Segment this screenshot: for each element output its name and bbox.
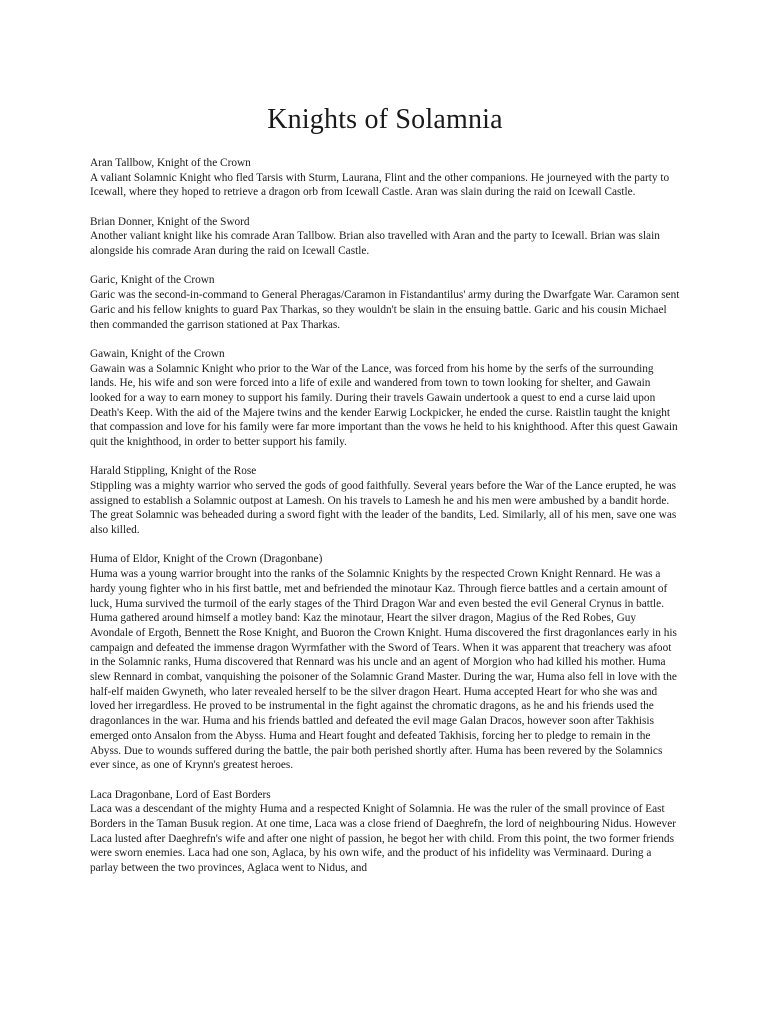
- knight-name: Harald Stippling, Knight of the Rose: [90, 465, 257, 478]
- knight-description: Laca was a descendant of the mighty Huma and a respected Knight of Solamnia. He was the ruler of the small province of East Borders in the Taman Busuk region. At one time, Laca was a close friend of Daeghrefn, the lord of neighbouring Nidus. However Laca lusted after Daeghrefn's wife and after one night of passion, he begot her with child. From this point, the two former friends were sworn enemies. Laca had one son, Aglaca, by his own wife, and the product of his infidelity was Verminaard. During a parlay between the two provinces, Aglaca went to Nidus, and: [90, 803, 676, 875]
- knight-entry: [90, 347, 680, 450]
- knight-name: Huma of Eldor, Knight of the Crown (Dragonbane): [90, 553, 323, 566]
- knight-name: Aran Tallbow, Knight of the Crown: [90, 157, 251, 169]
- knight-entry: [90, 156, 680, 200]
- knight-name: Garic, Knight of the Crown: [90, 274, 215, 287]
- knight-entry: [90, 788, 680, 876]
- knight-description: Garic was the second-in-command to General Pheragas/Caramon in Fistandantilus' army during the Dwarfgate War. Caramon sent Garic and his fellow knights to guard Pax Tharkas, so they wouldn't be slain in the ensuing battle. Garic and his cousin Michael then commanded the garrison stationed at Pax Tharkas.: [90, 289, 680, 331]
- knight-name: Laca Dragonbane, Lord of East Borders: [90, 788, 271, 801]
- document-title: Knights of Solamnia: [267, 104, 503, 135]
- knight-description: Huma was a young warrior brought into the ranks of the Solamnic Knights by the respected Crown Knight Rennard. He was a hardy young fighter who in his first battle, met and befriended the minotaur Kaz. Through fierce battles and a certain amount of luck, Huma survived the turmoil of the early stages of the Third Dragon War and even bested the evil General Crynus in battle. Huma gathered around himself a motley band: Kaz the minotaur, Heart the silver dragon, Magius of the Red Robes, Guy Avondale of Ergoth, Bennett the Rose Knight, and Buoron the Crown Knight. Huma discovered the first dragonlances early in his campaign and defeated the immense dragon Wyrmfather with the Sword of Tears. When it was apparent that treachery was afoot in the Solamnic ranks, Huma discovered that Rennard was his uncle and an agent of Morgion who had killed his mother. Huma slew Rennard in combat, vanquishing the poisoner of the Solamnic Grand Master. During the war, Huma also fell in love with the half-elf maiden Gwyneth, who later revealed herself to be the silver dragon Heart. Huma accepted Heart for who she was and loved her irregardless. He proved to be instrumental in the fight against the chromatic dragons, as he and his friends used the dragonlances in the war. Huma and his friends battled and defeated the evil mage Galan Dracos, however soon after Takhisis emerged onto Ansalon from the Abyss. Huma and Heart fought and defeated Takhisis, forcing her to pledge to remain in the Abyss. Due to wounds suffered during the battle, the pair both perished shortly after. Huma has been revered by the Solamnics ever since, as one of Krynn's greatest heroes.: [90, 568, 677, 772]
- knight-entry: [90, 215, 680, 259]
- document-page: [90, 0, 680, 1024]
- knight-entry: [90, 552, 680, 773]
- knight-description: Stippling was a mighty warrior who served the gods of good faithfully. Several years before the War of the Lance erupted, he was assigned to establish a Solamnic outpost at Lamesh. On his travels to Lamesh he and his men were ambushed by a bandit horde. The great Solamnic was beheaded during a sword fight with the leader of the bandits, Led. Similarly, all of his men, save one was also killed.: [90, 480, 677, 537]
- knight-name: Gawain, Knight of the Crown: [90, 347, 225, 360]
- knight-name: Brian Donner, Knight of the Sword: [90, 215, 250, 228]
- knight-description: A valiant Solamnic Knight who fled Tarsis with Sturm, Laurana, Flint and the other companions. He journeyed with the party to Icewall, where they hoped to retrieve a dragon orb from Icewall Castle. Aran was slain during the raid on Icewall Castle.: [90, 171, 670, 199]
- knight-entry: [90, 464, 680, 538]
- knight-entry: [90, 273, 680, 332]
- knight-entries: [90, 156, 680, 890]
- knight-description: Another valiant knight like his comrade Aran Tallbow. Brian also travelled with Aran and the party to Icewall. Brian was slain alongside his comrade Aran during the raid on Icewall Castle.: [90, 230, 660, 258]
- knight-description: Gawain was a Solamnic Knight who prior to the War of the Lance, was forced from his home by the serfs of the surrounding lands. He, his wife and son were forced into a life of exile and wandered from town to town looking for shelter, and Gawain looked for a way to earn money to support his family. During their travels Gawain undertook a quest to end a curse laid upon Death's Keep. With the aid of the Majere twins and the kender Earwig Lockpicker, he ended the curse. Raistlin taught the knight that compassion and love for his family were far more important than the vows he held to his knighthood. After this quest Gawain quit the knighthood, in order to better support his family.: [90, 362, 678, 449]
